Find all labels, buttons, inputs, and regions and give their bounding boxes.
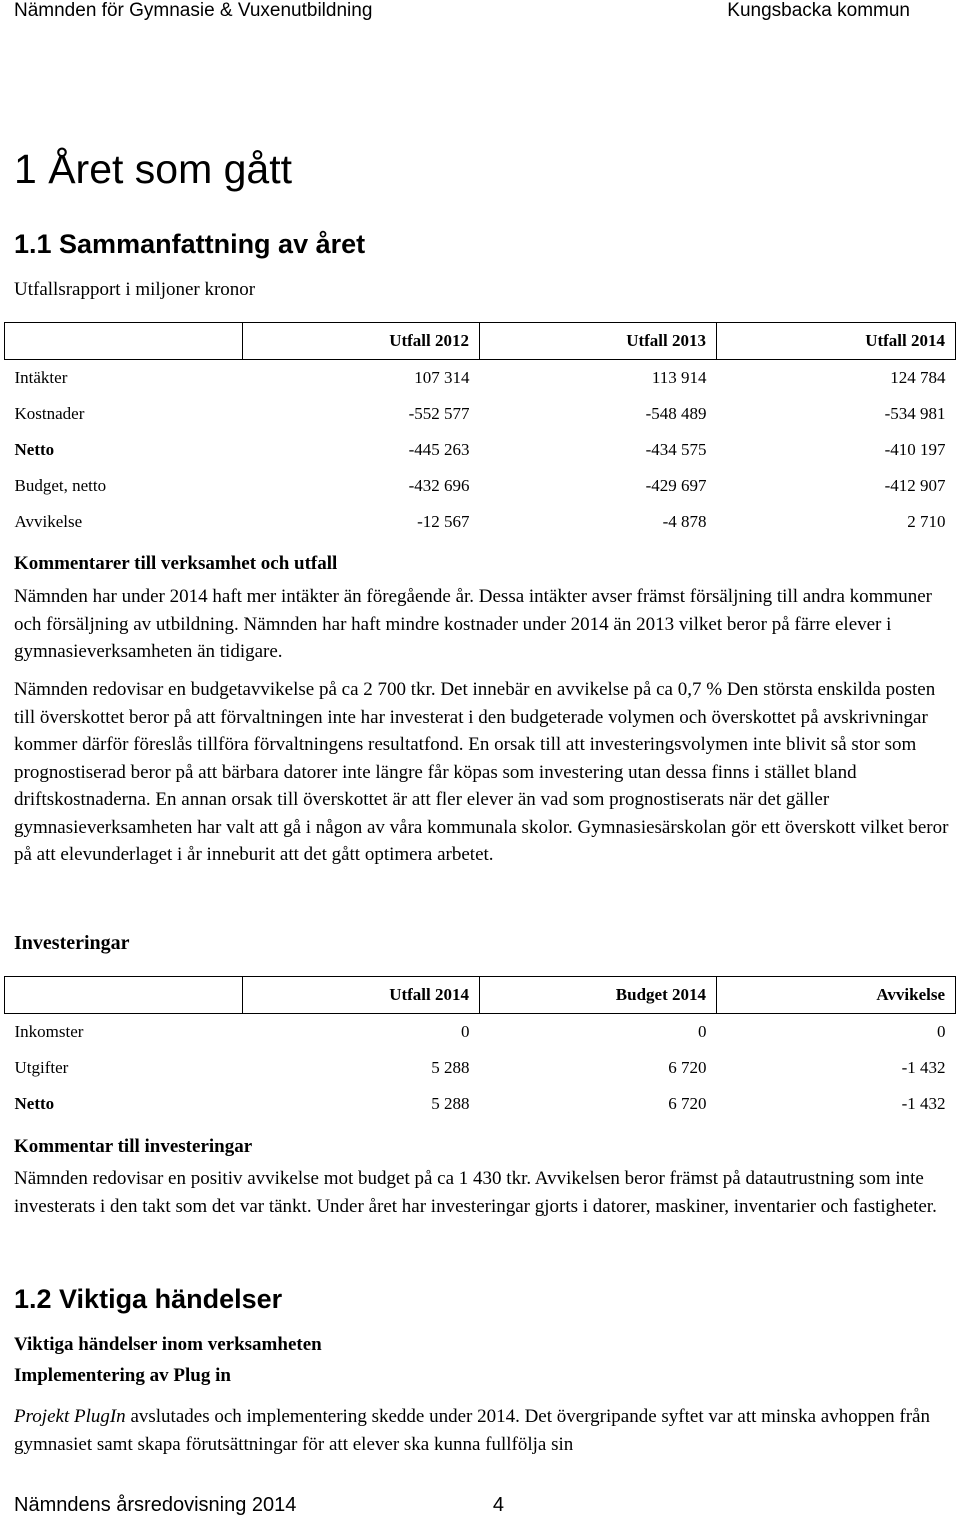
cell-value: -548 489 <box>645 404 707 423</box>
cell-value: -12 567 <box>417 512 470 531</box>
cell-value: -410 197 <box>884 440 946 459</box>
cell-value: 5 288 <box>431 1058 470 1077</box>
cell-value: 6 720 <box>668 1094 707 1113</box>
investments-table <box>4 976 956 1122</box>
row-label: Intäkter <box>14 368 68 387</box>
table-row <box>5 468 956 504</box>
cell-value: 5 288 <box>431 1094 470 1113</box>
cell-value: 113 914 <box>651 368 707 387</box>
table-row <box>5 504 956 540</box>
report-table-header <box>5 323 956 360</box>
cell-value: -534 981 <box>884 404 946 423</box>
comments-paragraph-2: Nämnden redovisar en budgetavvikelse på ca 2 700 tkr. Det innebär en avvikelse på ca 0,7 % Den största enskilda posten till överskottet beror på att förvaltningen inte har investerat i den budgeterade volymen och överskottet på avskrivningar kommer därför föreslås tillföra förvaltningens resultatfond. En orsak till att investeringsvolymen inte blivit så stor som prognostiserad beror på att bärbara datorer inte längre får köpas som investering utan dessa finns i stället bland driftskostnaderna. En annan orsak till överskottet är att fler elever än vad som prognostiserats när det gäller gymnasieverksamheten har valt att gå i någon av våra kommunala skolor. Gymnasiesärskolan gör ett överskott vilket beror på att elevunderlaget i år inneburit att det gått optimera arbetet. <box>14 679 949 865</box>
table-row <box>5 1086 956 1122</box>
cell-value: 0 <box>461 1022 470 1041</box>
chapter-title: 1 Året som gått <box>14 146 293 192</box>
page-number: 4 <box>492 1494 504 1516</box>
comments-heading: Kommentarer till verksamhet och utfall <box>14 553 338 574</box>
row-label: Kostnader <box>14 404 85 423</box>
investments-comment-paragraph: Nämnden redovisar en positiv avvikelse mot budget på ca 1 430 tkr. Avvikelsen beror främst på datautrustning som inte investerats i den takt som det var tänkt. Under året har investeringar gjorts i datorer, maskiner, inventarier och fastigheter. <box>14 1168 937 1217</box>
comments-paragraph-1: Nämnden har under 2014 haft mer intäkter än föregående år. Dessa intäkter avser främst försäljning till andra kommuner och försäljning av utbildning. Nämnden har haft mindre kostnader under 2014 än 2013 vilket beror på färre elever i gymnasieverksamheten än tidigare. <box>14 586 933 662</box>
table-row <box>5 432 956 468</box>
cell-value: 0 <box>698 1022 707 1041</box>
cell-value: 2 710 <box>907 512 946 531</box>
table-row <box>5 1050 956 1086</box>
report-title: Utfallsrapport i miljoner kronor <box>14 279 256 300</box>
cell-value: -432 696 <box>408 476 470 495</box>
header-org: Nämnden för Gymnasie & Vuxenutbildning <box>14 0 373 21</box>
table-row <box>5 1014 956 1051</box>
investments-heading: Investeringar <box>14 932 130 954</box>
section-heading-1-2: 1.2 Viktiga händelser <box>14 1284 283 1314</box>
cell-value: -1 432 <box>901 1094 946 1113</box>
cell-value: 6 720 <box>668 1058 707 1077</box>
cell-value: 124 784 <box>890 368 946 387</box>
header-municipality: Kungsbacka kommun <box>727 0 910 21</box>
cell-value: -429 697 <box>645 476 707 495</box>
events-heading: Viktiga händelser inom verksamheten <box>14 1334 322 1355</box>
investments-col-header: Utfall 2014 <box>243 977 480 1014</box>
row-label: Avvikelse <box>14 512 83 531</box>
investments-col-header: Budget 2014 <box>480 977 717 1014</box>
cell-value: -552 577 <box>408 404 470 423</box>
cell-value: 0 <box>937 1022 946 1041</box>
row-label: Budget, netto <box>14 476 107 495</box>
investments-col-header: Avvikelse <box>717 977 956 1014</box>
project-name: Projekt PlugIn <box>14 1406 126 1427</box>
page-footer <box>14 1494 504 1517</box>
report-col-header: Utfall 2013 <box>480 323 717 360</box>
row-label: Netto <box>14 440 55 459</box>
table-row <box>5 396 956 432</box>
report-table <box>4 322 956 540</box>
cell-value: -1 432 <box>901 1058 946 1077</box>
cell-value: -434 575 <box>645 440 707 459</box>
footer-title: Nämndens årsredovisning 2014 <box>14 1494 297 1516</box>
row-label: Utgifter <box>14 1058 69 1077</box>
cell-value: -445 263 <box>408 440 470 459</box>
plugin-paragraph <box>14 1403 954 1458</box>
table-row <box>5 360 956 397</box>
cell-value: -412 907 <box>884 476 946 495</box>
investments-table-header <box>5 977 956 1014</box>
report-col-header: Utfall 2014 <box>717 323 956 360</box>
section-heading-1-1: 1.1 Sammanfattning av året <box>14 229 366 259</box>
report-table-corner <box>5 323 243 360</box>
investments-comment-heading: Kommentar till investeringar <box>14 1136 253 1157</box>
row-label: Netto <box>14 1094 55 1113</box>
row-label: Inkomster <box>14 1022 84 1041</box>
plugin-paragraph-text: avslutades och implementering skedde under 2014. Det övergripande syftet var att minska avhoppen från gymnasiet samt skapa förutsättningar för att elever ska kunna fullfölja sin <box>14 1406 930 1455</box>
page-header <box>14 0 910 24</box>
investments-table-corner <box>5 977 243 1014</box>
cell-value: -4 878 <box>662 512 707 531</box>
report-col-header: Utfall 2012 <box>243 323 480 360</box>
cell-value: 107 314 <box>414 368 470 387</box>
plugin-heading: Implementering av Plug in <box>14 1365 231 1386</box>
